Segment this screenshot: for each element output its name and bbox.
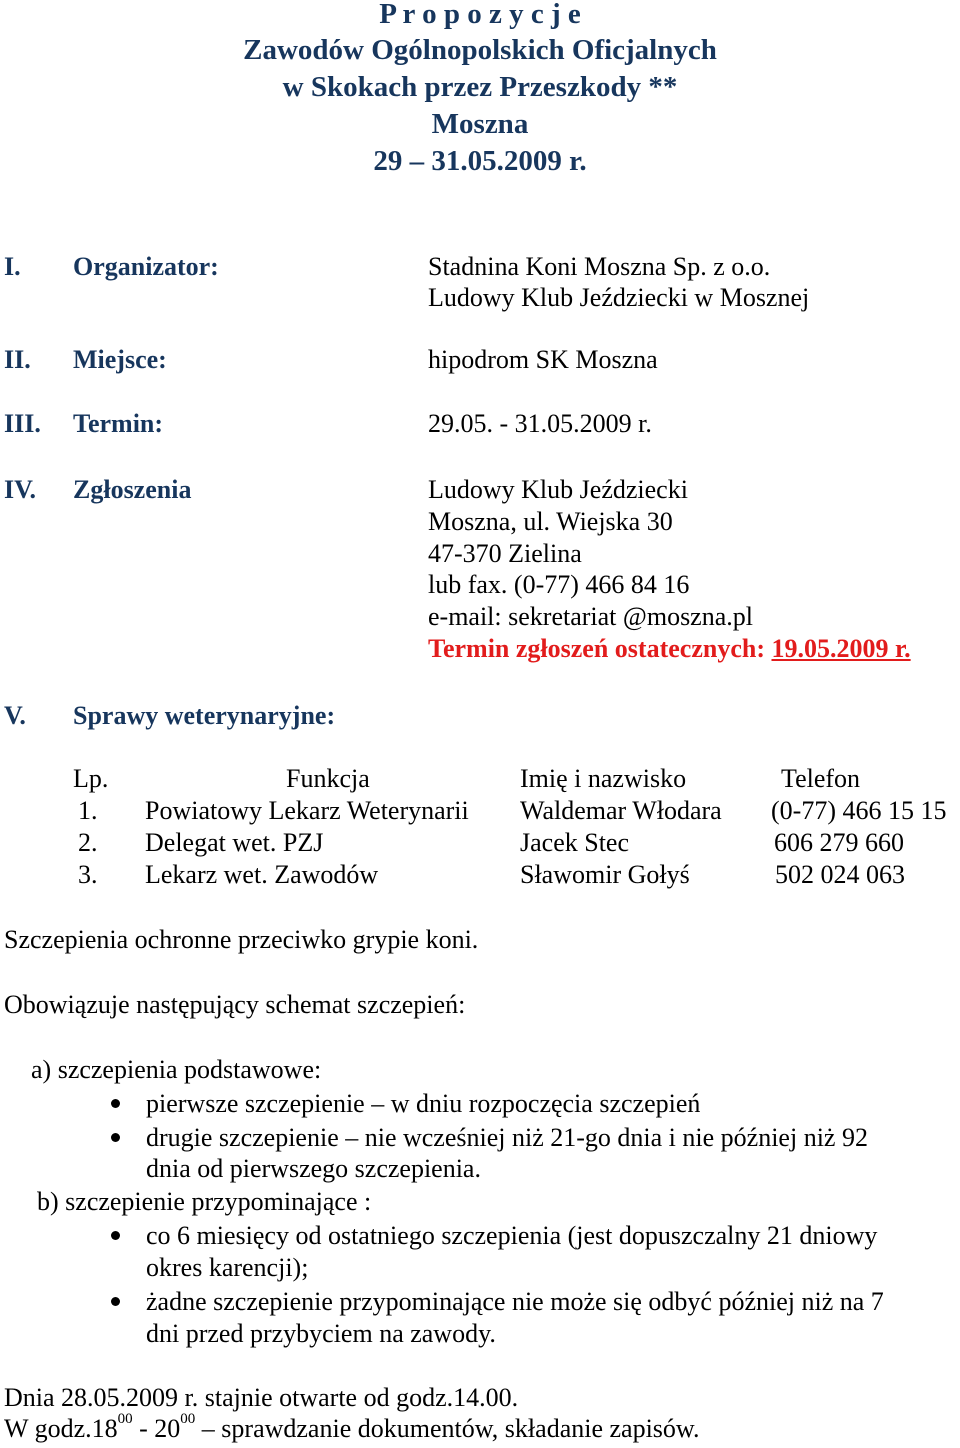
section-4-label: Zgłoszenia bbox=[73, 475, 192, 504]
vet-row-1-telefon: (0-77) 466 15 15 bbox=[771, 796, 947, 825]
section-2-label: Miejsce: bbox=[73, 345, 167, 374]
section-4-number: IV. bbox=[4, 475, 37, 504]
section-5-label: Sprawy weterynaryjne: bbox=[73, 701, 336, 730]
section-3-label: Termin: bbox=[73, 409, 164, 438]
vet-row-3-funkcja: Lekarz wet. Zawodów bbox=[145, 860, 379, 889]
vaccination-b-item-1: co 6 miesięcy od ostatniego szczepienia (jest dopuszczalny 21 dniowy bbox=[146, 1221, 878, 1250]
vaccination-a-item-2: drugie szczepienie – nie wcześniej niż 21-go dnia i nie później niż 92 bbox=[146, 1123, 868, 1152]
vaccination-intro: Szczepienia ochronne przeciwko grypie koni. bbox=[4, 925, 479, 954]
venue-value: hipodrom SK Moszna bbox=[428, 345, 658, 374]
bullet-icon bbox=[111, 1099, 120, 1108]
vaccination-b-item-2: żadne szczepienie przypominające nie może się odbyć później niż na 7 bbox=[146, 1287, 884, 1316]
vet-row-1-funkcja: Powiatowy Lekarz Weterynarii bbox=[145, 796, 469, 825]
vet-row-1-imie: Waldemar Włodara bbox=[520, 796, 722, 825]
vet-table-header-lp: Lp. bbox=[73, 764, 109, 793]
vet-row-2-telefon: 606 279 660 bbox=[774, 828, 904, 857]
vet-row-2-lp: 2. bbox=[78, 828, 98, 857]
doc-title-line-3: w Skokach przez Przeszkody ** bbox=[282, 71, 678, 103]
deadline-label: Termin zgłoszeń ostatecznych: bbox=[428, 634, 772, 663]
organizer-line-1: Stadnina Koni Moszna Sp. z o.o. bbox=[428, 252, 771, 281]
vaccination-b-item-1-cont: okres karencji); bbox=[146, 1253, 309, 1282]
vaccination-b-item-2-cont: dni przed przybyciem na zawody. bbox=[146, 1319, 496, 1348]
vet-row-1-lp: 1. bbox=[78, 796, 98, 825]
doc-title-line-1: P r o p o z y c j e bbox=[379, 0, 581, 30]
entries-line-1: Ludowy Klub Jeździecki bbox=[428, 475, 688, 504]
vet-table-header-telefon: Telefon bbox=[781, 764, 861, 793]
vet-row-3-imie: Sławomir Gołyś bbox=[520, 860, 690, 889]
footer-line-2-suffix: – sprawdzanie dokumentów, składanie zapisów. bbox=[195, 1414, 700, 1443]
bullet-icon bbox=[111, 1297, 120, 1306]
footer-line-2-sup-1: 00 bbox=[117, 1411, 133, 1427]
footer-line-2-mid: - 20 bbox=[132, 1414, 181, 1443]
vaccination-schema: Obowiązuje następujący schemat szczepień: bbox=[4, 990, 466, 1019]
vet-table-header-imie: Imię i nazwisko bbox=[520, 764, 687, 793]
doc-title-line-2: Zawodów Ogólnopolskich Oficjalnych bbox=[243, 34, 717, 66]
vet-table-header-funkcja: Funkcja bbox=[286, 764, 370, 793]
vet-row-2-funkcja: Delegat wet. PZJ bbox=[145, 828, 324, 857]
footer-line-2 bbox=[4, 1411, 700, 1443]
vaccination-a-label: a) szczepienia podstawowe: bbox=[31, 1055, 322, 1084]
entries-email: e-mail: sekretariat @moszna.pl bbox=[428, 602, 753, 631]
footer-line-1: Dnia 28.05.2009 r. stajnie otwarte od godz.14.00. bbox=[4, 1383, 519, 1412]
section-5-number: V. bbox=[4, 701, 26, 730]
vet-row-2-imie: Jacek Stec bbox=[520, 828, 630, 857]
doc-title-line-5: 29 – 31.05.2009 r. bbox=[373, 145, 587, 177]
vaccination-a-item-2-cont: dnia od pierwszego szczepienia. bbox=[146, 1154, 481, 1183]
bullet-icon bbox=[111, 1133, 120, 1142]
section-2-number: II. bbox=[4, 345, 31, 374]
entries-line-2: Moszna, ul. Wiejska 30 bbox=[428, 507, 673, 536]
doc-title-line-4: Moszna bbox=[431, 108, 529, 140]
date-value: 29.05. - 31.05.2009 r. bbox=[428, 409, 652, 438]
section-3-number: III. bbox=[4, 409, 41, 438]
section-1-label: Organizator: bbox=[73, 252, 219, 281]
section-1-number: I. bbox=[4, 252, 21, 281]
entries-line-4: lub fax. (0-77) 466 84 16 bbox=[428, 570, 690, 599]
deadline-date: 19.05.2009 r. bbox=[771, 634, 911, 663]
entries-line-3: 47-370 Zielina bbox=[428, 539, 582, 568]
vaccination-b-label: b) szczepienie przypominające : bbox=[37, 1187, 372, 1216]
vet-row-3-telefon: 502 024 063 bbox=[775, 860, 905, 889]
vaccination-a-item-1: pierwsze szczepienie – w dniu rozpoczęcia szczepień bbox=[146, 1089, 701, 1118]
bullet-icon bbox=[111, 1231, 120, 1240]
footer-line-2-sup-2: 00 bbox=[180, 1411, 196, 1427]
vet-row-3-lp: 3. bbox=[78, 860, 98, 889]
organizer-line-2: Ludowy Klub Jeździecki w Mosznej bbox=[428, 283, 810, 312]
entries-deadline bbox=[428, 636, 911, 662]
footer-line-2-prefix: W godz.18 bbox=[4, 1414, 118, 1443]
